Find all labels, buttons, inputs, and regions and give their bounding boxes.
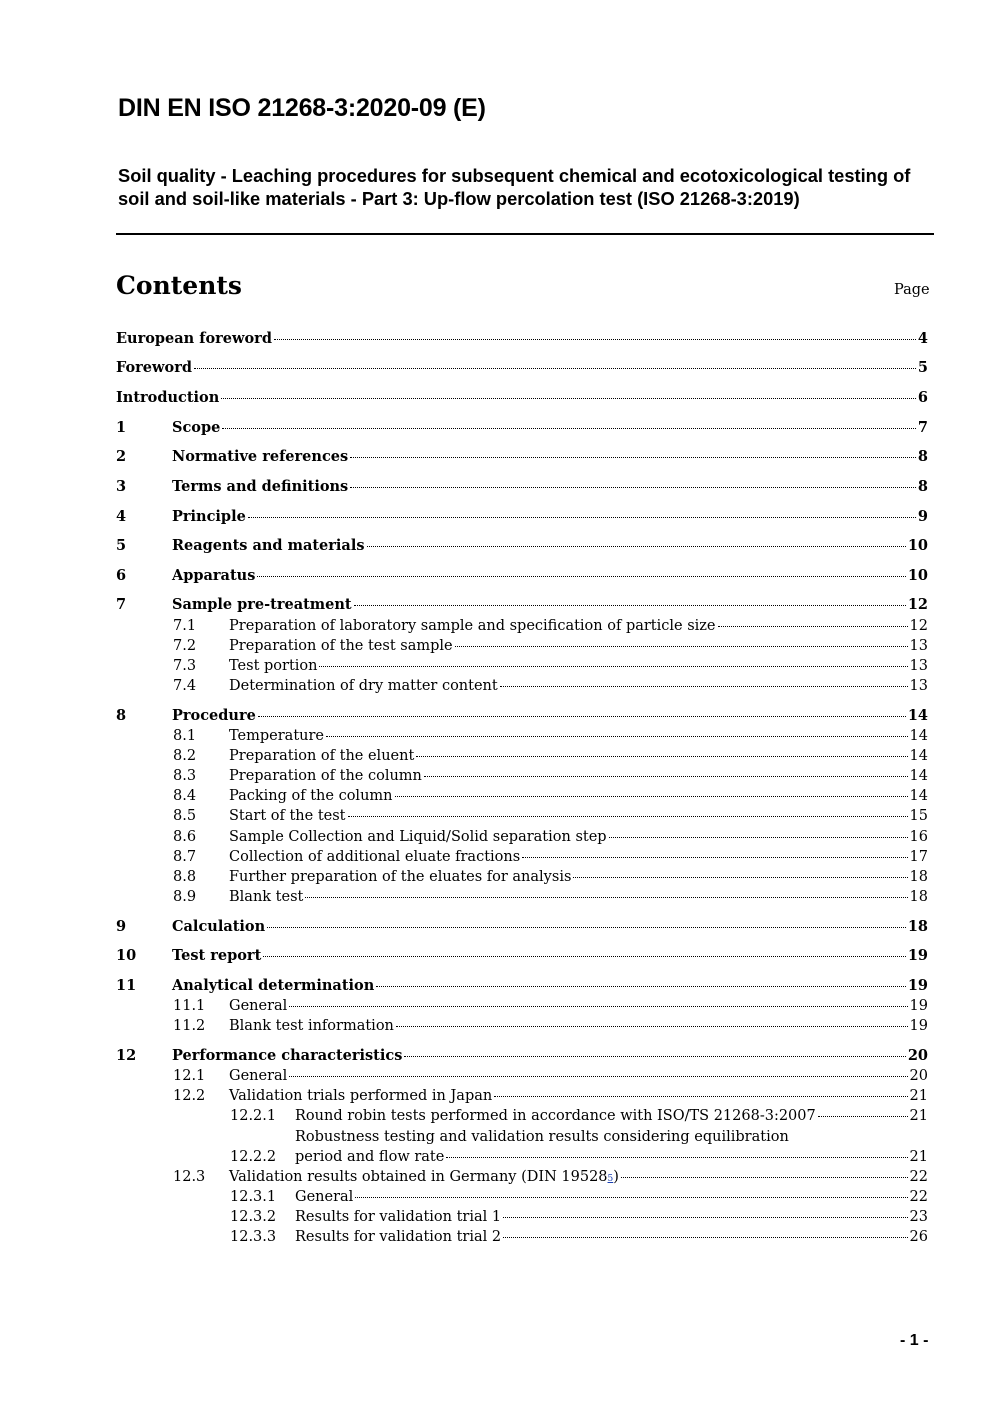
toc-entry-number: 8.7	[173, 849, 197, 865]
toc-entry[interactable]	[0, 976, 992, 996]
dot-leader	[263, 946, 906, 957]
toc-entry-number: 2	[116, 448, 127, 465]
toc-entry-number: 8	[116, 707, 127, 724]
dot-leader	[494, 1086, 907, 1097]
toc-entry-number: 8.9	[173, 889, 197, 905]
toc-entry-title: Apparatus	[172, 567, 256, 584]
toc-entry-number: 7.2	[173, 638, 197, 654]
toc-entry[interactable]	[0, 616, 992, 636]
dot-leader	[348, 806, 908, 817]
toc-entry[interactable]	[0, 827, 992, 847]
toc-entry-title: Start of the test	[229, 808, 346, 824]
dot-leader	[424, 766, 908, 777]
document-id: DIN EN ISO 21268-3:2020-09 (E)	[118, 94, 486, 122]
toc-entry-title: General	[295, 1189, 354, 1205]
toc-entry-title: Analytical determination	[172, 977, 375, 994]
toc-entry[interactable]	[0, 917, 992, 937]
toc-entry[interactable]	[0, 946, 992, 966]
toc-entry-number: 7.1	[173, 618, 197, 634]
toc-entry-page: 5	[917, 359, 928, 376]
toc-entry-page: 19	[907, 947, 928, 964]
toc-entry-page: 20	[909, 1068, 928, 1084]
toc-entry-page: 14	[909, 768, 928, 784]
dot-leader	[222, 418, 916, 429]
reference-link[interactable]: 5	[607, 1174, 614, 1184]
toc-entry-title: European foreword	[116, 330, 272, 347]
toc-entry[interactable]	[0, 1046, 992, 1066]
dot-leader	[305, 887, 907, 898]
toc-entry-title: General	[229, 998, 288, 1014]
toc-entry-page: 14	[909, 728, 928, 744]
toc-entry[interactable]	[0, 1016, 992, 1036]
toc-entry-number: 12.3.1	[230, 1189, 277, 1205]
toc-entry-number: 12.1	[173, 1068, 206, 1084]
dot-leader	[267, 917, 906, 928]
toc-entry-number: 12.3.3	[230, 1229, 277, 1245]
toc-entry-number: 7.3	[173, 658, 197, 674]
toc-entry-page: 10	[907, 567, 928, 584]
toc-entry[interactable]	[0, 447, 992, 467]
dot-leader	[350, 447, 916, 458]
toc-entry[interactable]	[0, 1227, 992, 1247]
toc-entry-page: 6	[917, 389, 928, 406]
toc-entry-title: Terms and definitions	[172, 478, 349, 495]
toc-entry-number: 11	[116, 977, 137, 994]
dot-leader	[355, 1187, 907, 1198]
dot-leader	[376, 976, 906, 987]
dot-leader	[221, 388, 916, 399]
toc-entry[interactable]	[0, 507, 992, 527]
toc-entry-title: Introduction	[116, 389, 220, 406]
toc-entry-title: Foreword	[116, 359, 192, 376]
dot-leader	[319, 656, 907, 667]
toc-entry[interactable]	[0, 1167, 992, 1187]
page-number: - 1 -	[900, 1332, 929, 1349]
dot-leader	[818, 1106, 908, 1117]
toc-entry-page: 13	[909, 678, 928, 694]
toc-entry-page: 9	[917, 508, 928, 525]
toc-entry-page: 4	[917, 330, 928, 347]
toc-entry-page: 19	[909, 998, 928, 1014]
toc-entry-number: 11.2	[173, 1018, 206, 1034]
toc-entry-title: Sample pre-treatment	[172, 596, 352, 613]
toc-entry-title: Round robin tests performed in accordance with ISO/TS 21268-3:2007	[295, 1108, 816, 1124]
toc-entry[interactable]	[0, 1207, 992, 1227]
dot-leader	[289, 996, 907, 1007]
dot-leader	[503, 1207, 907, 1218]
toc-entry-title: Scope	[172, 419, 221, 436]
toc-entry[interactable]	[0, 676, 992, 696]
toc-entry-title: Temperature	[229, 728, 324, 744]
toc-entry[interactable]	[0, 1187, 992, 1207]
toc-entry-page: 19	[907, 977, 928, 994]
toc-entry-title: Preparation of the test sample	[229, 638, 453, 654]
toc-entry-title-line1: Robustness testing and validation results considering equilibration	[295, 1129, 789, 1145]
toc-entry[interactable]	[0, 477, 992, 497]
toc-entry-title: Blank test information	[229, 1018, 394, 1034]
toc-entry-page: 18	[909, 869, 928, 885]
toc-entry-page: 13	[909, 658, 928, 674]
dot-leader	[404, 1046, 905, 1057]
toc-entry-number: 9	[116, 918, 127, 935]
toc-entry-title: Preparation of the eluent	[229, 748, 415, 764]
dot-leader	[455, 636, 908, 647]
toc-entry-number: 12.3	[173, 1169, 206, 1185]
toc-entry[interactable]	[0, 996, 992, 1016]
toc-entry-title-suffix: )	[613, 1169, 619, 1185]
toc-entry-title: Procedure	[172, 707, 256, 724]
toc-entry-title: Sample Collection and Liquid/Solid separation step	[229, 829, 607, 845]
toc-entry-page: 15	[909, 808, 928, 824]
toc-entry-page: 14	[909, 788, 928, 804]
toc-entry-number: 12.2.2	[230, 1149, 277, 1165]
dot-leader	[258, 706, 906, 717]
dot-leader	[718, 616, 908, 627]
dot-leader	[573, 867, 907, 878]
toc-entry-page: 21	[909, 1149, 928, 1165]
toc-entry-number: 7	[116, 596, 127, 613]
document-title: Soil quality - Leaching procedures for subsequent chemical and ecotoxicological testing of soil and soil-like materials - Part 3: Up-flow percolation test (ISO 21268-3:2019)	[118, 165, 911, 209]
toc-entry-number: 5	[116, 537, 127, 554]
dot-leader	[367, 536, 906, 547]
toc-entry[interactable]	[0, 358, 992, 378]
toc-entry[interactable]	[0, 786, 992, 806]
dot-leader	[257, 566, 905, 577]
toc-entry[interactable]	[0, 806, 992, 826]
toc-entry[interactable]	[0, 1106, 992, 1126]
toc-entry-page: 14	[909, 748, 928, 764]
toc-entry-title: period and flow rate	[295, 1149, 445, 1165]
toc-entry-title: Blank test	[229, 889, 304, 905]
dot-leader	[503, 1227, 907, 1238]
toc-entry-number: 8.1	[173, 728, 197, 744]
toc-entry-number: 11.1	[173, 998, 206, 1014]
toc-entry-page: 22	[909, 1189, 928, 1205]
toc-entry-number: 8.6	[173, 829, 197, 845]
toc-entry[interactable]	[0, 536, 992, 556]
toc-entry-number: 12.2	[173, 1088, 206, 1104]
toc-entry-number: 6	[116, 567, 127, 584]
toc-entry[interactable]	[0, 887, 992, 907]
toc-entry-title: Further preparation of the eluates for analysis	[229, 869, 572, 885]
toc-entry-number: 7.4	[173, 678, 197, 694]
toc-entry[interactable]	[0, 706, 992, 726]
toc-entry-page: 23	[909, 1209, 928, 1225]
dot-leader	[289, 1066, 907, 1077]
toc-entry-page: 20	[907, 1047, 928, 1064]
toc-entry-page: 26	[909, 1229, 928, 1245]
toc-entry[interactable]	[0, 766, 992, 786]
toc-entry-number: 12	[116, 1047, 137, 1064]
toc-entry-number: 4	[116, 508, 127, 525]
toc-entry-title: Test portion	[229, 658, 318, 674]
toc-entry[interactable]	[0, 867, 992, 887]
toc-entry-page: 7	[917, 419, 928, 436]
toc-entry-title: Determination of dry matter content	[229, 678, 498, 694]
toc-entry-page: 22	[909, 1169, 928, 1185]
toc-entry[interactable]	[0, 1066, 992, 1086]
toc-entry-page: 19	[909, 1018, 928, 1034]
toc-entry-page: 12	[909, 618, 928, 634]
dot-leader	[446, 1147, 907, 1158]
toc-entry-page: 21	[909, 1088, 928, 1104]
toc-entry[interactable]	[0, 595, 992, 615]
toc-entry-number: 8.5	[173, 808, 197, 824]
toc-entry-page: 18	[907, 918, 928, 935]
toc-entry-title: Results for validation trial 2	[295, 1229, 502, 1245]
dot-leader	[350, 477, 916, 488]
dot-leader	[395, 786, 908, 797]
toc-entry[interactable]	[0, 418, 992, 438]
toc-entry-number: 12.3.2	[230, 1209, 277, 1225]
toc-entry-page: 14	[907, 707, 928, 724]
toc-entry-number: 8.4	[173, 788, 197, 804]
toc-entry[interactable]	[0, 329, 992, 349]
toc-entry[interactable]	[0, 1129, 992, 1167]
toc-entry-title: Calculation	[172, 918, 266, 935]
toc-entry-title: Validation results obtained in Germany (DIN 19528	[229, 1169, 608, 1185]
page-column-label: Page	[894, 282, 930, 298]
toc-entry-title: Preparation of laboratory sample and specification of particle size	[229, 618, 716, 634]
toc-entry-number: 10	[116, 947, 137, 964]
toc-entry-page: 8	[917, 478, 928, 495]
toc-entry[interactable]	[0, 388, 992, 408]
dot-leader	[248, 507, 916, 518]
contents-heading: Contents	[116, 271, 243, 300]
dot-leader	[416, 746, 907, 757]
dot-leader	[194, 358, 916, 369]
toc-entry-title: General	[229, 1068, 288, 1084]
toc-entry[interactable]	[0, 656, 992, 676]
dot-leader	[609, 827, 908, 838]
toc-entry-title: Packing of the column	[229, 788, 393, 804]
toc-entry-title: Preparation of the column	[229, 768, 422, 784]
dot-leader	[354, 595, 906, 606]
toc-entry-page: 16	[909, 829, 928, 845]
title-rule	[116, 233, 934, 235]
toc-entry[interactable]	[0, 746, 992, 766]
toc-entry-page: 8	[917, 448, 928, 465]
toc-entry-number: 8.3	[173, 768, 197, 784]
dot-leader	[621, 1167, 908, 1178]
toc-entry-title: Performance characteristics	[172, 1047, 403, 1064]
toc-entry-title: Reagents and materials	[172, 537, 365, 554]
toc-entry[interactable]	[0, 1086, 992, 1106]
toc-entry[interactable]	[0, 726, 992, 746]
toc-entry-page: 18	[909, 889, 928, 905]
toc-entry-page: 10	[907, 537, 928, 554]
toc-entry-number: 8.2	[173, 748, 197, 764]
toc-entry-number: 1	[116, 419, 127, 436]
toc-entry-title: Test report	[172, 947, 262, 964]
toc-entry-number: 8.8	[173, 869, 197, 885]
toc-entry[interactable]	[0, 566, 992, 586]
toc-entry-title: Normative references	[172, 448, 349, 465]
dot-leader	[274, 329, 916, 340]
toc-entry-title: Validation trials performed in Japan	[229, 1088, 493, 1104]
toc-entry-title: Collection of additional eluate fractions	[229, 849, 521, 865]
dot-leader	[522, 847, 907, 858]
toc-entry-number: 12.2.1	[230, 1108, 277, 1124]
toc-entry[interactable]	[0, 847, 992, 867]
dot-leader	[396, 1016, 908, 1027]
dot-leader	[500, 676, 908, 687]
toc-entry-title: Principle	[172, 508, 246, 525]
toc-entry-page: 21	[909, 1108, 928, 1124]
toc-entry-title: Results for validation trial 1	[295, 1209, 502, 1225]
toc-entry-page: 12	[907, 596, 928, 613]
toc-entry[interactable]	[0, 636, 992, 656]
toc-entry-page: 13	[909, 638, 928, 654]
toc-entry-number: 3	[116, 478, 127, 495]
toc-entry-page: 17	[909, 849, 928, 865]
dot-leader	[326, 726, 908, 737]
